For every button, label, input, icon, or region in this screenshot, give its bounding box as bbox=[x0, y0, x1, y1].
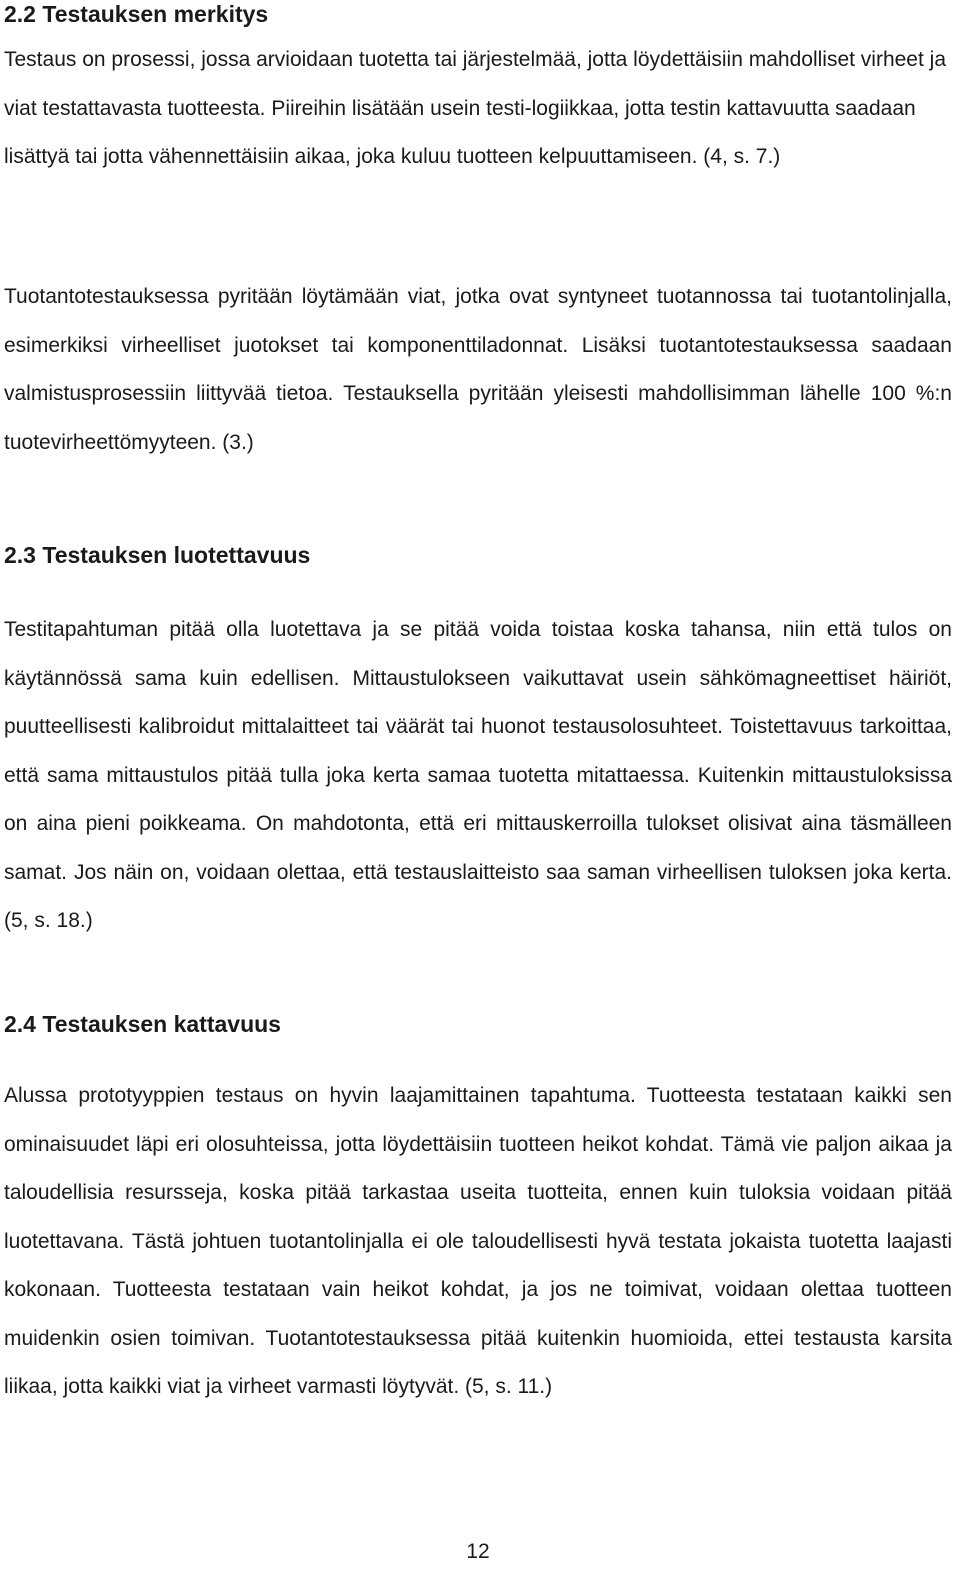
paragraph-testauksen-kattavuus: Alussa prototyyppien testaus on hyvin laajamittainen tapahtuma. Tuotteesta testataan kaikki sen ominaisuudet läpi eri olosuhteissa, jotta löydettäisiin tuotteen heikot kohdat. Tämä vie paljon aikaa ja taloudellisia resursseja, koska pitää tarkastaa useita tuotteita, ennen kuin tuloksia voidaan pitää luotettavana. Tästä johtuen tuotantolinjalla ei ole taloudellisesti hyvä testata jokaista tuotetta laajasti kokonaan. Tuotteesta testataan vain heikot kohdat, ja jos ne toimivat, voidaan olettaa tuotteen muidenkin osien toimivan. Tuotantotestauksessa pitää kuitenkin huomioida, ettei testausta karsita liikaa, jotta kaikki viat ja virheet varmasti löytyvät. (5, s. 11.) bbox=[4, 1084, 952, 1398]
paragraph-testauksen-merkitys-1: Testaus on prosessi, jossa arvioidaan tuotetta tai järjestelmää, jotta löydettäisiin mahdolliset virheet ja viat testattavasta tuotteesta. Piireihin lisätään usein testi-logiikkaa, jotta testin kattavuutta saadaan lisättyä tai jotta vähennettäisiin aikaa, joka kuluu tuotteen kelpuuttamiseen. (4, s. 7.) bbox=[4, 48, 946, 168]
section-heading-2-2: 2.2 Testauksen merkitys bbox=[4, 1, 269, 27]
section-heading-2-4: 2.4 Testauksen kattavuus bbox=[4, 1011, 281, 1037]
page-number: 12 bbox=[466, 1540, 490, 1563]
paragraph-testauksen-merkitys-2: Tuotantotestauksessa pyritään löytämään viat, jotka ovat syntyneet tuotannossa tai tuotantolinjalla, esimerkiksi virheelliset juotokset tai komponenttiladonnat. Lisäksi tuotantotestauksessa saadaan valmistusprosessiin liittyvää tietoa. Testauksella pyritään yleisesti mahdollisimman lähelle 100 %:n tuotevirheettömyyteen. (3.) bbox=[4, 285, 952, 454]
paragraph-testauksen-luotettavuus: Testitapahtuman pitää olla luotettava ja se pitää voida toistaa koska tahansa, niin että tulos on käytännössä sama kuin edellisen. Mittaustulokseen vaikuttavat usein sähkömagneettiset häiriöt, puutteellisesti kalibroidut mittalaitteet tai väärät tai huonot testausolosuhteet. Toistettavuus tarkoittaa, että sama mittaustulos pitää tulla joka kerta samaa tuotetta mitattaessa. Kuitenkin mittaustuloksissa on aina pieni poikkeama. On mahdotonta, että eri mittauskerroilla tulokset olisivat aina täsmälleen samat. Jos näin on, voidaan olettaa, että testauslaitteisto saa saman virheellisen tuloksen joka kerta. (5, s. 18.) bbox=[4, 618, 952, 932]
section-heading-2-3: 2.3 Testauksen luotettavuus bbox=[4, 542, 311, 568]
